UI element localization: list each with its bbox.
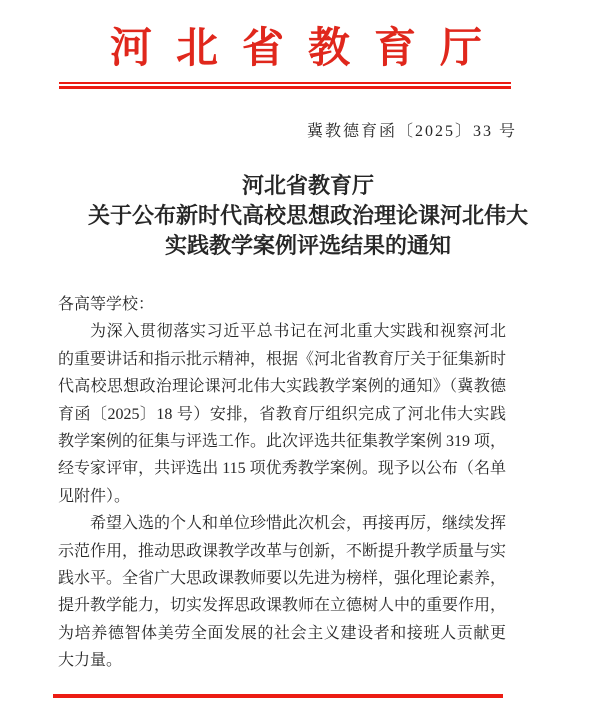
- body-line: 希望入选的个人和单位珍惜此次机会，再接再厉，继续发挥: [90, 515, 506, 533]
- body-line: 示范作用，推动思政课教学改革与创新，不断提升教学质量与实: [58, 542, 506, 560]
- body-line: 大力量。: [58, 652, 123, 670]
- paragraph-1: [58, 318, 506, 510]
- body-line: 践水平。全省广大思政课教师要以先进为榜样，强化理论素养，: [58, 570, 506, 588]
- notice-title: [0, 171, 616, 261]
- document-number: 冀教德育函〔2025〕33 号: [306, 123, 517, 140]
- body-line: 教学案例的征集与评选工作。此次评选共征集教学案例 319 项，: [58, 433, 506, 451]
- agency-letterhead: 河北省教育厅: [109, 26, 506, 72]
- notice-title-line-1: 河北省教育厅: [241, 173, 374, 198]
- body-line: 为培养德智体美劳全面发展的社会主义建设者和接班人贡献更: [58, 624, 506, 642]
- footer-rule: [53, 694, 503, 698]
- body-line: 提升教学能力，切实发挥思政课教师在立德树人中的重要作用，: [58, 597, 506, 615]
- body-line: 经专家评审，共评选出 115 项优秀教学案例。现予以公布（名单: [58, 460, 506, 478]
- notice-body: [58, 291, 506, 675]
- body-line: 见附件）。: [58, 487, 131, 505]
- body-line: 为深入贯彻落实习近平总书记在河北重大实践和视察河北: [90, 323, 506, 341]
- body-line: 育函〔2025〕18 号）安排，省教育厅组织完成了河北伟大实践: [58, 405, 506, 423]
- body-line: 的重要讲话和指示批示精神，根据《河北省教育厅关于征集新时: [58, 350, 506, 368]
- notice-title-line-2: 关于公布新时代高校思想政治理论课河北伟大: [87, 203, 528, 228]
- salutation: 各高等学校：: [58, 296, 155, 313]
- letterhead-rule: [59, 82, 511, 89]
- body-line: 代高校思想政治理论课河北伟大实践教学案例的通知》（冀教德: [58, 378, 506, 396]
- notice-title-line-3: 实践教学案例评选结果的通知: [164, 233, 451, 258]
- paragraph-2: [58, 510, 506, 674]
